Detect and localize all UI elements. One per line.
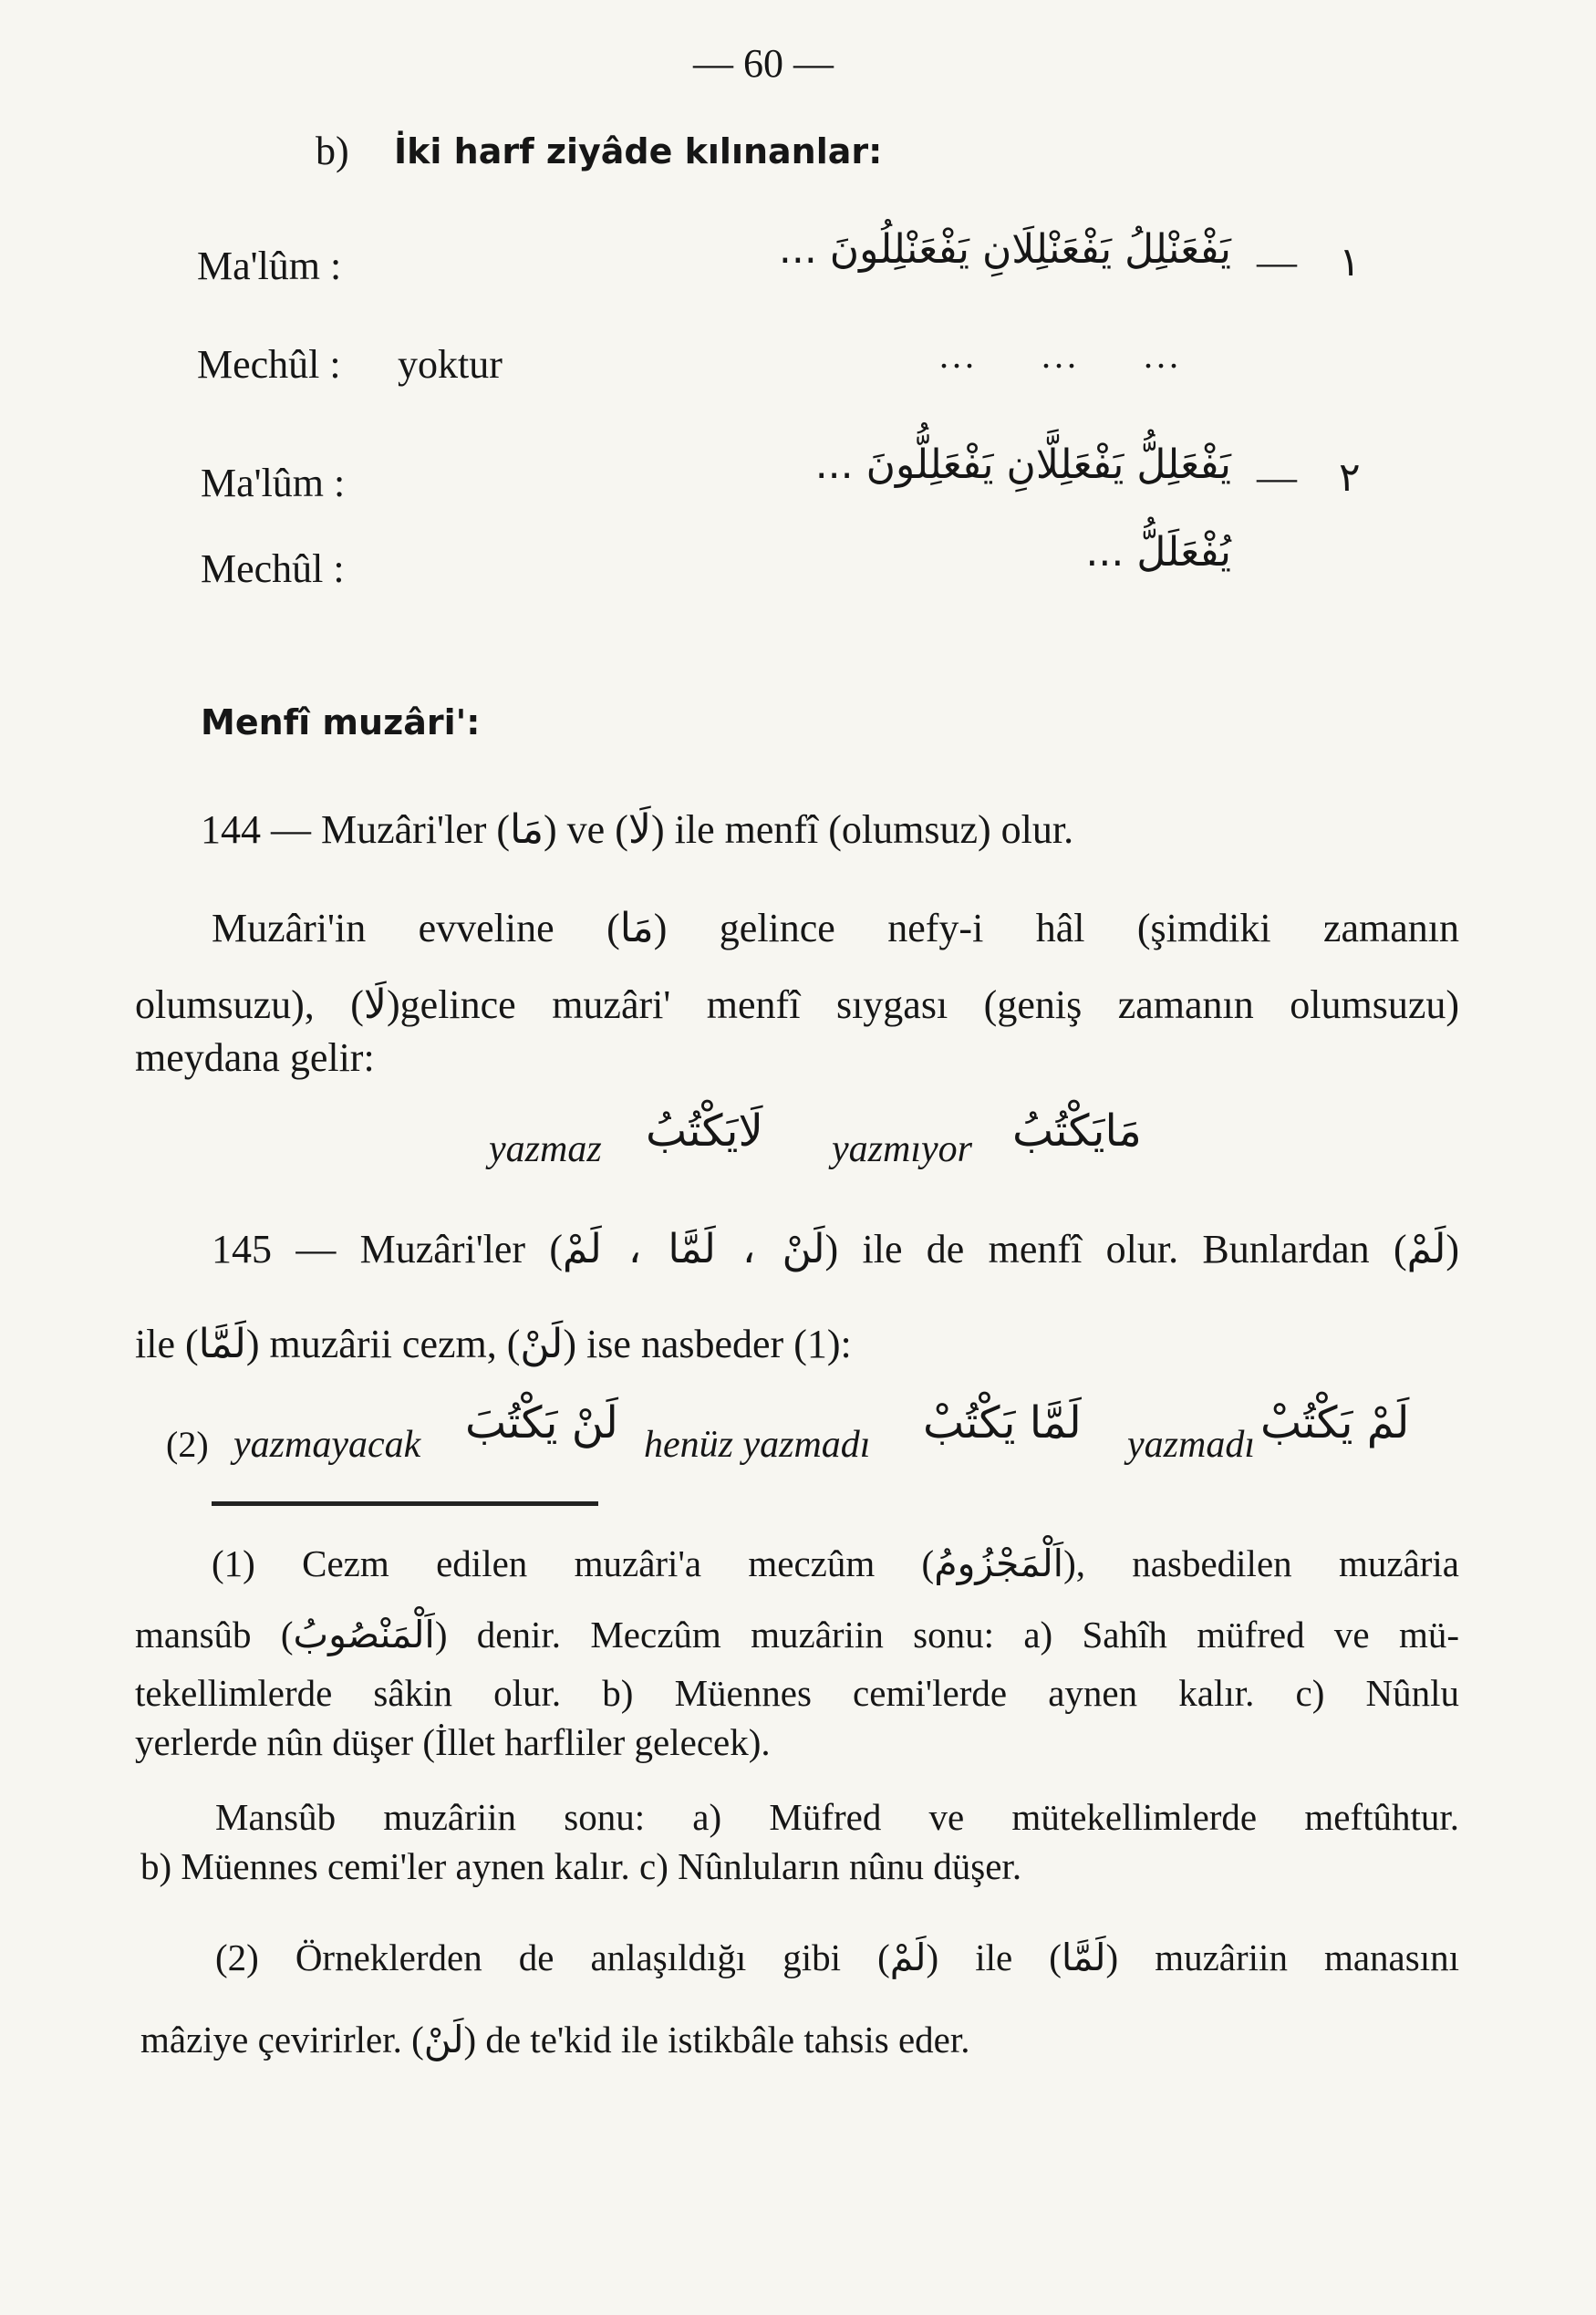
text-span: ) de te'kid ile istikbâle tahsis eder. — [463, 2019, 970, 2061]
row-dash: — — [1257, 455, 1297, 500]
footnote-line: b) Müennes cemi'ler aynen kalır. c) Nûnluların nûnu düşer. — [140, 1845, 1022, 1887]
footnote-marker: (2) — [166, 1424, 209, 1465]
arabic-word: لَمْ — [1406, 1226, 1446, 1272]
arabic-word: اَلْمَنْصُوبُ — [293, 1613, 435, 1656]
text-span: ) muzâriin manasını — [1105, 1936, 1459, 1978]
arabic-word: لَنْ ، لَمَّا ، لَمْ — [563, 1226, 825, 1272]
arabic-word: لَنْ — [520, 1321, 564, 1367]
text-span: (1) Cezm edilen muzâri'a meczûm ( — [212, 1542, 935, 1584]
text-span: (2) Örneklerden de anlaşıldığı gibi ( — [215, 1936, 890, 1978]
text-span: ile ( — [135, 1322, 199, 1366]
text-span: )gelince muzâri' menfî sıygası (geniş zamanın olumsuzu) — [387, 982, 1460, 1027]
row-number: ١ — [1339, 240, 1361, 285]
paragraph-line — [135, 978, 1459, 1033]
placeholder-dots: ... ... ... — [939, 335, 1182, 376]
footnote-divider — [212, 1501, 598, 1506]
example-arabic: لَايَكْتُبُ — [646, 1106, 763, 1157]
text-span: ) ile de menfî olur. Bunlardan ( — [824, 1227, 1407, 1272]
example-arabic: لَمْ يَكْتُبْ — [1260, 1397, 1410, 1448]
arabic-word: مَا — [510, 806, 544, 853]
paragraph-line: meydana gelir: — [135, 1035, 375, 1080]
example-translation: yazmıyor — [832, 1128, 972, 1170]
example-arabic: مَايَكْتُبُ — [1012, 1106, 1142, 1157]
text-span: ) muzârii cezm, ( — [245, 1322, 521, 1366]
row-label: Ma'lûm : — [197, 244, 342, 288]
text-span: ) ile menfî (olumsuz) olur. — [650, 807, 1074, 852]
row-dash: — — [1257, 240, 1297, 285]
arabic-conjugation: يَفْعَلِلُّ يَفْعَلِلَّانِ يَفْعَلِلُّونَ ... — [814, 441, 1231, 488]
row-label: Mechûl : — [197, 342, 341, 387]
arabic-word: لَمَّا — [198, 1321, 246, 1367]
paragraph-line — [212, 901, 1459, 956]
arabic-conjugation: يُفْعَلَلُّ ... — [1085, 529, 1231, 576]
paragraph-144 — [201, 803, 1525, 857]
row-label: Ma'lûm : — [201, 461, 346, 505]
text-span: ) gelince nefy-i hâl (şimdiki zamanın — [653, 906, 1459, 950]
footnote-line — [135, 1607, 1459, 1662]
example-translation: yazmayacak — [233, 1424, 421, 1466]
footnote-line: Mansûb muzâriin sonu: a) Müfred ve mütekellimlerde meftûhtur. — [215, 1796, 1459, 1838]
example-translation: yazmaz — [489, 1128, 602, 1170]
section-title: İki harf ziyâde kılınanlar: — [394, 131, 883, 171]
footnote-line: yerlerde nûn düşer (İllet harfliler gelecek). — [135, 1721, 771, 1763]
arabic-conjugation: يَفْعَنْلِلُ يَفْعَنْلِلَانِ يَفْعَنْلِلُونَ ... — [778, 226, 1231, 273]
text-span: 145 — Muzâri'ler ( — [212, 1227, 564, 1272]
text-span: ) ise nasbeder (1): — [563, 1322, 852, 1366]
text-span: 144 — Muzâri'ler ( — [201, 807, 511, 852]
row-value: yoktur — [398, 342, 503, 387]
section-label: b) — [316, 129, 349, 173]
subsection-heading: Menfî muzâri': — [201, 702, 481, 742]
example-translation: yazmadı — [1127, 1424, 1255, 1466]
arabic-word: لَا — [627, 806, 651, 853]
text-span: Muzâri'in evveline ( — [212, 906, 620, 950]
footnote-line — [140, 2012, 1465, 2067]
row-label: Mechûl : — [201, 546, 345, 591]
arabic-word: مَا — [619, 905, 654, 951]
arabic-word: اَلْمَجْزُومُ — [934, 1542, 1064, 1585]
paragraph-145 — [212, 1222, 1459, 1277]
text-span: ) ile ( — [926, 1936, 1062, 1978]
text-span: ), nasbedilen muzâria — [1063, 1542, 1460, 1584]
text-span: ) — [1446, 1227, 1460, 1272]
text-span: mâziye çevirirler. ( — [140, 2019, 424, 2061]
footnote-line — [212, 1536, 1459, 1591]
footnote-line — [215, 1930, 1459, 1985]
arabic-word: لَنْ — [423, 2018, 464, 2061]
example-arabic: لَنْ يَكْتُبَ — [465, 1397, 618, 1448]
arabic-word: لَمْ — [889, 1936, 927, 1979]
paragraph-line — [135, 1317, 1459, 1372]
text-span: mansûb ( — [135, 1614, 294, 1656]
arabic-word: لَمَّا — [1061, 1936, 1106, 1979]
text-span: ) denir. Meczûm muzâriin sonu: a) Sahîh müfred ve mü- — [434, 1614, 1459, 1656]
arabic-word: لَا — [363, 981, 388, 1028]
example-arabic: لَمَّا يَكْتُبْ — [923, 1397, 1082, 1448]
page-number: — 60 — — [693, 41, 834, 86]
text-span: ) ve ( — [544, 807, 628, 852]
footnote-line: tekellimlerde sâkin olur. b) Müennes cemi'lerde aynen kalır. c) Nûnlu — [135, 1672, 1459, 1714]
example-translation: henüz yazmadı — [644, 1424, 871, 1466]
row-number: ٢ — [1339, 455, 1361, 500]
text-span: olumsuzu), ( — [135, 982, 364, 1027]
